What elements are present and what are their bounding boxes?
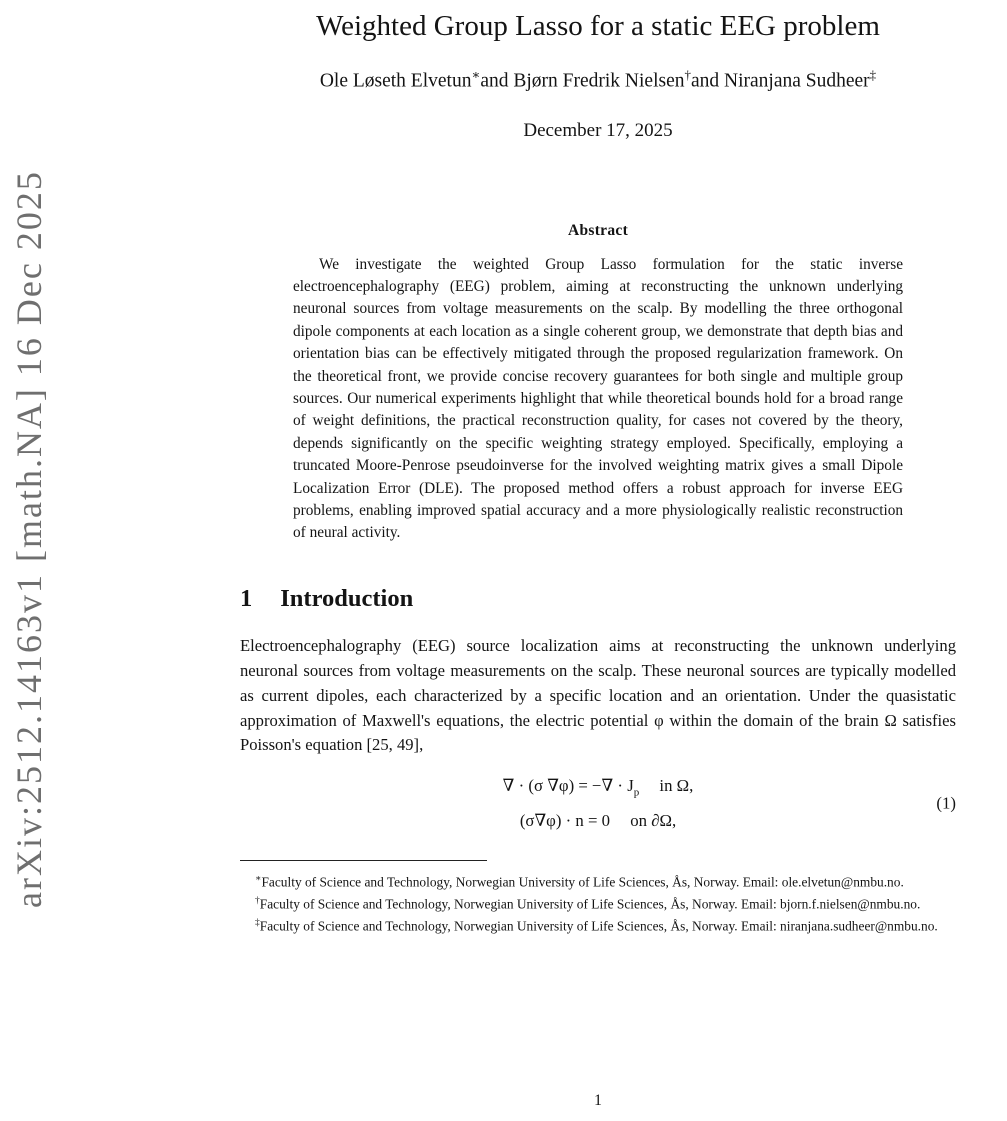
author-footnote-mark: † — [684, 67, 691, 82]
abstract-heading: Abstract — [567, 221, 629, 239]
intro-paragraph: Electroencephalography (EEG) source localization aims at reconstructing the unknown underlying neuronal sources from voltage measurements on the scalp. These neuronal sources are typically modelled as current dipoles, each characterized by a specific location and an orientation. Under the quasistatic approximation of Maxwell's equations, the electric potential φ within the domain of the brain Ω satisfies Poisson's equation [25, 49], — [240, 635, 956, 755]
equation-1 — [240, 772, 956, 833]
section-title: Introduction — [280, 584, 414, 612]
author-separator: and — [480, 70, 514, 92]
section-number: 1 — [240, 584, 253, 612]
author-name: Ole Løseth Elvetun — [319, 70, 472, 92]
footnote — [240, 892, 956, 914]
footnote-text: Faculty of Science and Technology, Norwegian University of Life Sciences, Ås, Norway. Email: bjorn.f.nielsen@nmbu.no. — [259, 896, 921, 912]
author-separator: and — [690, 70, 725, 92]
arxiv-watermark: arXiv:2512.14163v1 [math.NA] 16 Dec 2025 — [9, 170, 49, 908]
author-name: Niranjana Sudheer — [724, 70, 870, 92]
footnote — [240, 870, 956, 892]
footnote-mark: ‡ — [255, 918, 260, 929]
equation-line-1 — [240, 772, 956, 806]
paper-title: Weighted Group Lasso for a static EEG problem — [316, 10, 880, 42]
author-name: Bjørn Fredrik Nielsen — [513, 70, 685, 92]
footnote-mark: ∗ — [255, 873, 262, 884]
footnote-rule — [240, 860, 487, 861]
footnote — [240, 914, 956, 936]
section-1-heading — [240, 585, 956, 613]
footnote-text: Faculty of Science and Technology, Norwegian University of Life Sciences, Ås, Norway. Email: niranjana.sudheer@nmbu.no. — [259, 918, 938, 934]
author-footnote-mark: ‡ — [869, 67, 877, 82]
author-footnote-mark: ∗ — [471, 67, 481, 82]
equation-subscript: p — [633, 786, 640, 799]
equation-1-line2-domain: on ∂Ω, — [630, 810, 677, 830]
page-number: 1 — [594, 1092, 602, 1109]
paper-date: December 17, 2025 — [523, 119, 673, 141]
equation-1-line1-main: ∇ · (σ ∇φ) = −∇ · J — [502, 776, 634, 796]
footnote-area — [240, 860, 956, 937]
equation-1-line2-main: (σ∇φ) · n = 0 — [519, 810, 611, 830]
authors-line — [240, 67, 956, 93]
equation-number: (1) — [936, 793, 956, 813]
paper-content — [240, 0, 956, 936]
footnote-mark: † — [255, 895, 260, 906]
equation-line-2 — [240, 807, 956, 834]
equation-1-line1-domain: in Ω, — [659, 776, 694, 796]
footnote-text: Faculty of Science and Technology, Norwegian University of Life Sciences, Ås, Norway. Email: ole.elvetun@nmbu.no. — [261, 874, 904, 890]
abstract-text: We investigate the weighted Group Lasso formulation for the static inverse electroencephalography (EEG) problem, aiming at reconstructing the unknown underlying neuronal sources from voltage measurements on the scalp. By modelling the three orthogonal dipole components at each location as a single coherent group, we demonstrate that depth bias and orientation bias can be effectively mitigated through the proposed regularization framework. On the theoretical front, we provide concise recovery guarantees for both single and multiple group sources. Our numerical experiments highlight that while theoretical bounds hold for a broad range of weight definitions, the practical reconstruction quality, for cases not covered by the theory, depends significantly on the specific weighting strategy employed. Specifically, employing a truncated Moore-Penrose pseudoinverse for the involved weighting matrix gives a small Dipole Localization Error (DLE). The proposed method offers a robust approach for inverse EEG problems, enabling improved spatial accuracy and a more physiologically realistic reconstruction of neural activity. — [293, 255, 903, 542]
